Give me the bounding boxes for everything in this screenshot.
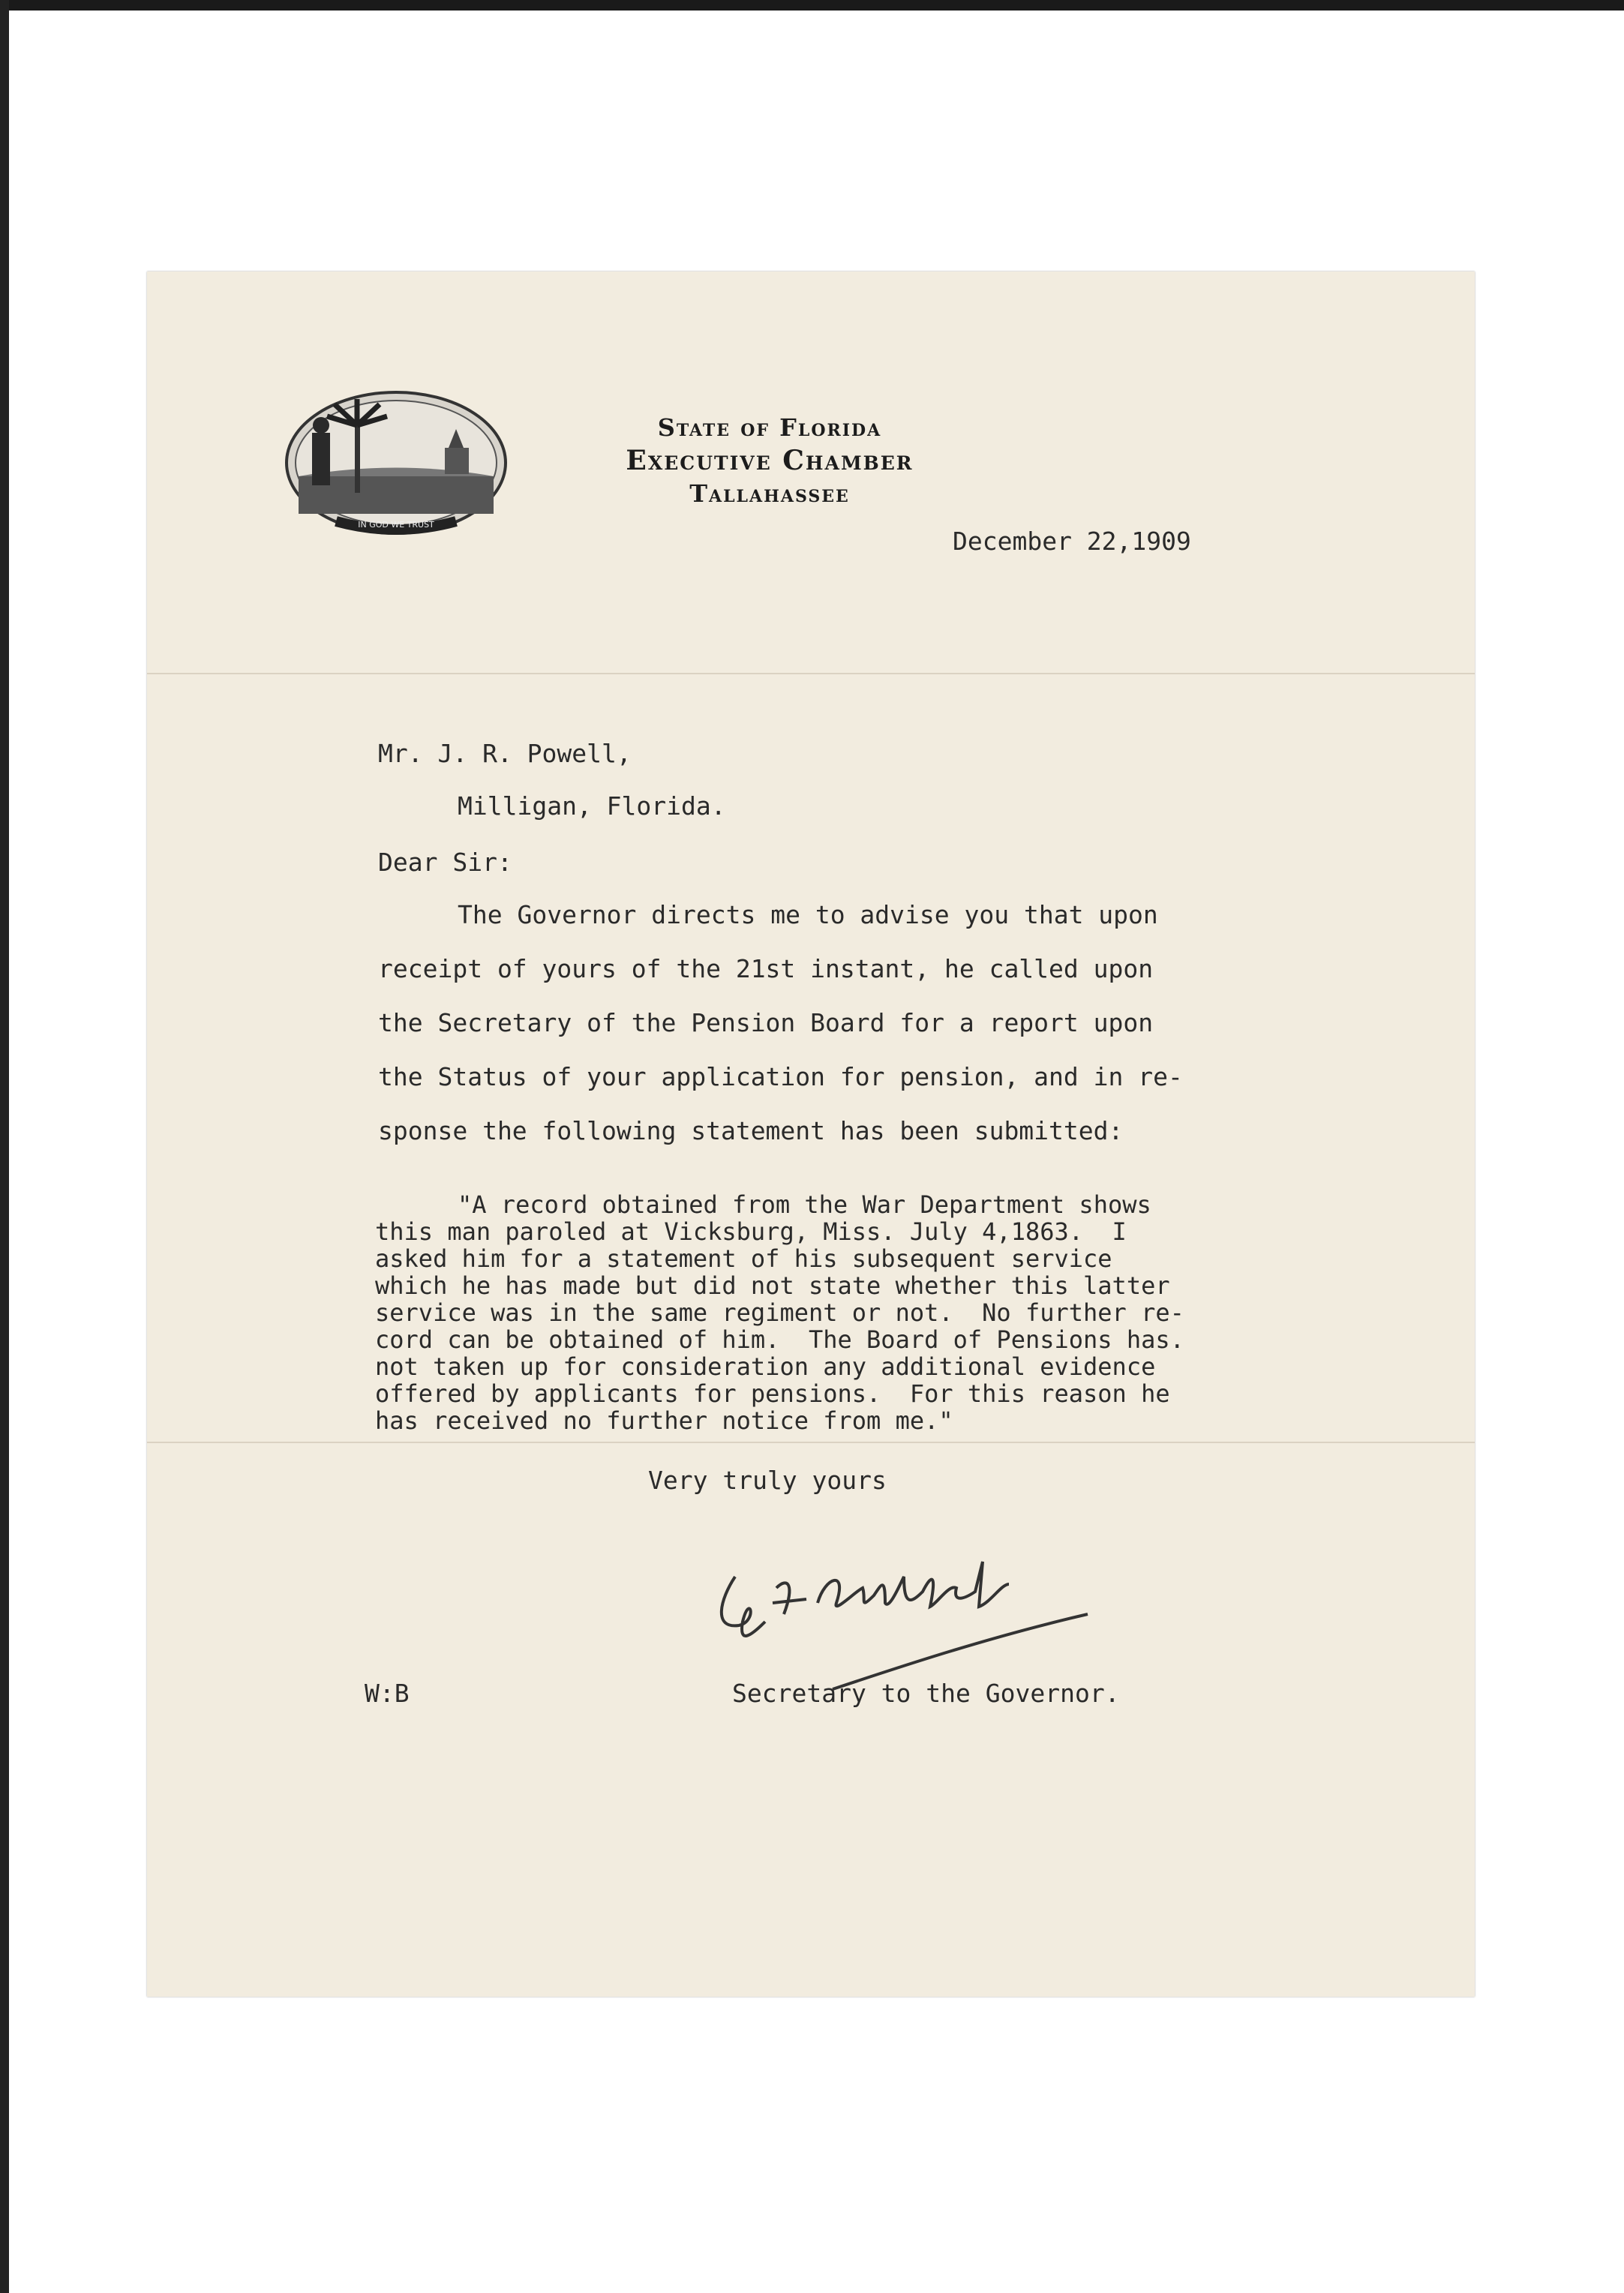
quote-line: this man paroled at Vicksburg, Miss. July 4,1863. I	[375, 1217, 1127, 1246]
body-line: receipt of yours of the 21st instant, he called upon	[378, 954, 1154, 983]
letterhead-office: Executive Chamber	[626, 445, 914, 476]
quote-line: has received no further notice from me."	[375, 1406, 953, 1435]
signer-title: Secretary to the Governor.	[732, 1679, 1120, 1708]
fold-line	[147, 673, 1475, 674]
seal-motto: IN GOD WE TRUST	[358, 520, 434, 530]
letter-date: December 22,1909	[953, 527, 1191, 556]
letterhead-state: State of Florida	[657, 413, 882, 442]
fold-line	[147, 1442, 1475, 1443]
typist-initials: W:B	[365, 1679, 410, 1708]
body-line: the Secretary of the Pension Board for a report upon	[378, 1008, 1154, 1037]
recipient-name: Mr. J. R. Powell,	[378, 739, 632, 768]
signature	[705, 1532, 1110, 1697]
closing: Very truly yours	[648, 1466, 887, 1495]
letterhead-city: Tallahassee	[689, 479, 850, 508]
letter-page	[147, 272, 1475, 1997]
quote-line: asked him for a statement of his subsequent service	[375, 1244, 1112, 1273]
quote-line: offered by applicants for pensions. For this reason he	[375, 1379, 1170, 1408]
scan-top-edge	[0, 0, 1624, 11]
body-line: The Governor directs me to advise you that upon	[458, 900, 1158, 929]
florida-seal-icon	[284, 388, 509, 538]
body-line: sponse the following statement has been submitted:	[378, 1116, 1124, 1145]
salutation: Dear Sir:	[378, 848, 512, 877]
scan-left-edge	[0, 0, 9, 2293]
quote-line: cord can be obtained of him. The Board of Pensions has.	[375, 1325, 1184, 1354]
quote-line: "A record obtained from the War Department shows	[458, 1190, 1151, 1219]
letterhead	[612, 411, 927, 510]
body-line: the Status of your application for pension, and in re-	[378, 1062, 1183, 1091]
recipient-location: Milligan, Florida.	[458, 791, 726, 821]
quote-line: service was in the same regiment or not. No further re-	[375, 1298, 1184, 1327]
quote-line: not taken up for consideration any additional evidence	[375, 1352, 1156, 1381]
quote-line: which he has made but did not state whether this latter	[375, 1271, 1170, 1300]
